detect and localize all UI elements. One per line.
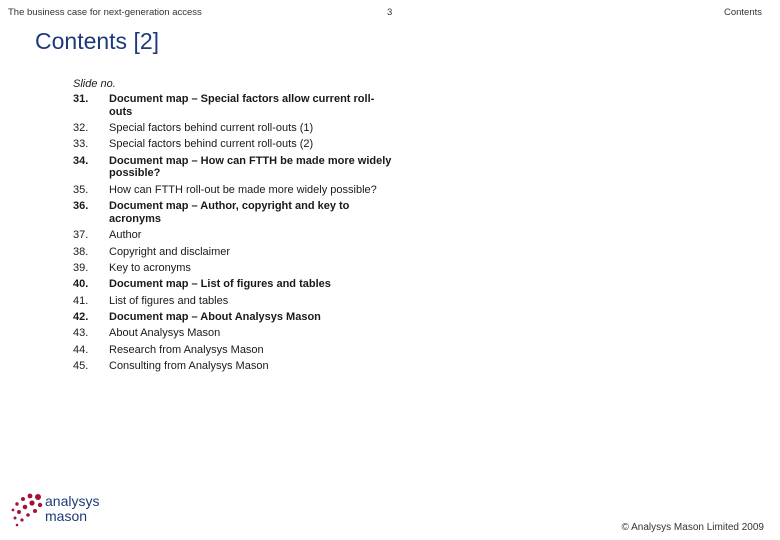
toc-entry <box>73 138 393 151</box>
page-title: Contents [2] <box>35 28 160 54</box>
toc-number: 44. <box>73 343 89 356</box>
toc-number: 39. <box>73 261 89 274</box>
toc-entry <box>73 122 393 135</box>
toc-text: Special factors behind current roll-outs (1) <box>109 121 314 134</box>
toc-text: Research from Analysys Mason <box>109 343 264 356</box>
toc-text: Author <box>109 229 142 242</box>
toc-entry <box>73 262 393 275</box>
toc-text: About Analysys Mason <box>109 327 221 340</box>
logo-line-1: analysys <box>45 493 100 509</box>
toc-entry <box>73 311 393 324</box>
toc-text: Document map – Author, copyright and key to acronyms <box>109 200 350 225</box>
toc-entry <box>73 229 393 242</box>
toc-text: Key to acronyms <box>109 261 191 274</box>
logo-wordmark <box>45 494 99 524</box>
toc-text: Document map – Special factors allow current roll-outs <box>109 93 375 118</box>
toc-text: Document map – List of figures and tables <box>109 278 331 291</box>
toc-entry <box>73 278 393 291</box>
toc-entry <box>73 200 393 225</box>
toc-entry <box>73 246 393 259</box>
toc-entry <box>73 327 393 340</box>
toc-number: 38. <box>73 245 89 258</box>
toc-number: 45. <box>73 360 89 373</box>
toc-text: Copyright and disclaimer <box>109 245 231 258</box>
toc-number: 37. <box>73 229 89 242</box>
table-of-contents <box>73 93 393 377</box>
toc-entry <box>73 295 393 308</box>
copyright-notice: © Analysys Mason Limited 2009 <box>621 522 764 533</box>
page-number: 3 <box>387 7 393 18</box>
slide-number-label: Slide no. <box>73 78 116 90</box>
toc-text: Special factors behind current roll-outs (2) <box>109 138 314 151</box>
toc-number: 31. <box>73 93 89 105</box>
toc-number: 43. <box>73 327 89 340</box>
toc-entry <box>73 360 393 373</box>
toc-text: Consulting from Analysys Mason <box>109 360 269 373</box>
toc-number: 35. <box>73 183 89 196</box>
toc-number: 41. <box>73 294 89 307</box>
logo-dots-icon <box>10 493 44 529</box>
toc-text: Document map – How can FTTH be made more widely possible? <box>109 154 392 180</box>
toc-entry <box>73 184 393 197</box>
toc-number: 40. <box>73 278 89 291</box>
toc-number: 34. <box>73 154 89 167</box>
logo-line-2: mason <box>45 508 88 524</box>
toc-number: 42. <box>73 311 89 324</box>
toc-text: How can FTTH roll-out be made more widely possible? <box>109 183 377 196</box>
header-section-title: Contents <box>723 7 762 18</box>
toc-entry <box>73 93 393 118</box>
analysys-mason-logo <box>10 493 120 533</box>
toc-entry <box>73 344 393 357</box>
toc-number: 33. <box>73 138 89 151</box>
toc-number: 36. <box>73 200 89 213</box>
header-document-title: The business case for next-generation access <box>8 7 202 18</box>
toc-text: Document map – About Analysys Mason <box>109 311 321 324</box>
toc-text: List of figures and tables <box>109 294 229 307</box>
toc-entry <box>73 155 393 180</box>
toc-number: 32. <box>73 121 89 134</box>
